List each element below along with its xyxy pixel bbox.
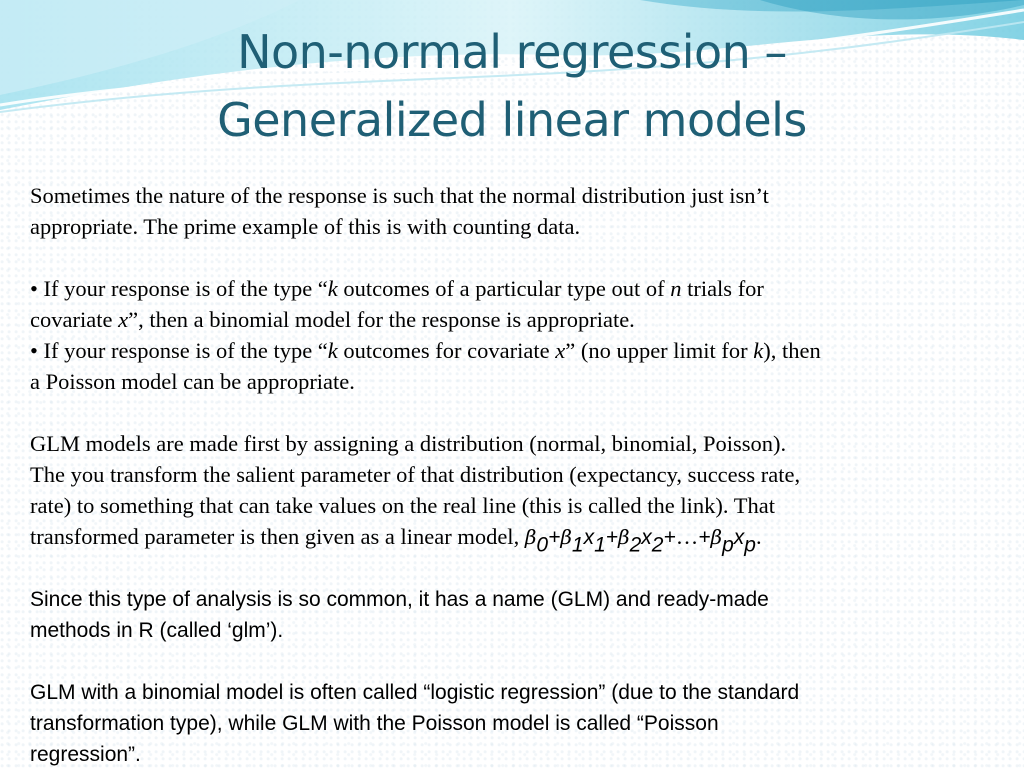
bullet2-k2: k [753,338,764,363]
glm-line-1: GLM models are made first by assigning a distribution (normal, binomial, Poisson). [30,431,787,456]
bullet2-text-b: outcomes for covariate [337,338,556,363]
intro-paragraph [30,180,990,242]
linear-predictor-formula: $\beta_0+\beta_1x_1+\beta_2x_2+\dots+\beta_px_p$. [524,524,762,557]
logit-line-2: transformation type), while GLM with the Poisson model is called “Poisson [30,712,719,735]
slide-title [0,18,1024,154]
bullet1-k: k [327,276,338,301]
title-line-1: Non-normal regression – [237,25,787,79]
bullet1-text-c: trials for [681,276,764,301]
bullet-poisson [30,335,990,397]
glm-paragraph [30,428,990,557]
glm-line-4: transformed parameter is then given as a linear model, [30,524,525,549]
bullet-binomial [30,273,990,335]
logit-line-3: regression”. [30,743,141,766]
glm-line-3: rate) to something that can take values on the real line (this is called the link). That [30,493,775,518]
bullet1-text-e: ”, then a binomial model for the response is appropriate. [128,307,635,332]
intro-line-1: Sometimes the nature of the response is such that the normal distribution just isn’t [30,183,769,208]
slide-body [30,180,990,770]
bullet1-text-d: covariate [30,307,119,332]
since-line-1: Since this type of analysis is so common, it has a name (GLM) and ready-made [30,588,769,611]
bullet2-text-a: • If your response is of the type “ [30,338,328,363]
title-line-2: Generalized linear models [217,93,807,147]
bullet1-text-b: outcomes of a particular type out of [337,276,671,301]
bullet2-k: k [327,338,338,363]
glm-line-2: The you transform the salient parameter of that distribution (expectancy, success rate, [30,462,801,487]
intro-line-2: appropriate. The prime example of this is with counting data. [30,214,581,239]
logistic-poisson-paragraph [30,677,990,770]
bullet2-text-d: ), then [763,338,821,363]
logit-line-1: GLM with a binomial model is often called “logistic regression” (due to the standard [30,681,800,704]
bullet2-x: x [555,338,566,363]
glm-name-paragraph [30,584,990,646]
bullet2-line-2: a Poisson model can be appropriate. [30,369,355,394]
since-line-2: methods in R (called ‘glm’). [30,619,284,642]
bullet1-text-a: • If your response is of the type “ [30,276,328,301]
bullet1-x: x [118,307,129,332]
bullet2-text-c: ” (no upper limit for [565,338,754,363]
bullet1-n: n [670,276,682,301]
